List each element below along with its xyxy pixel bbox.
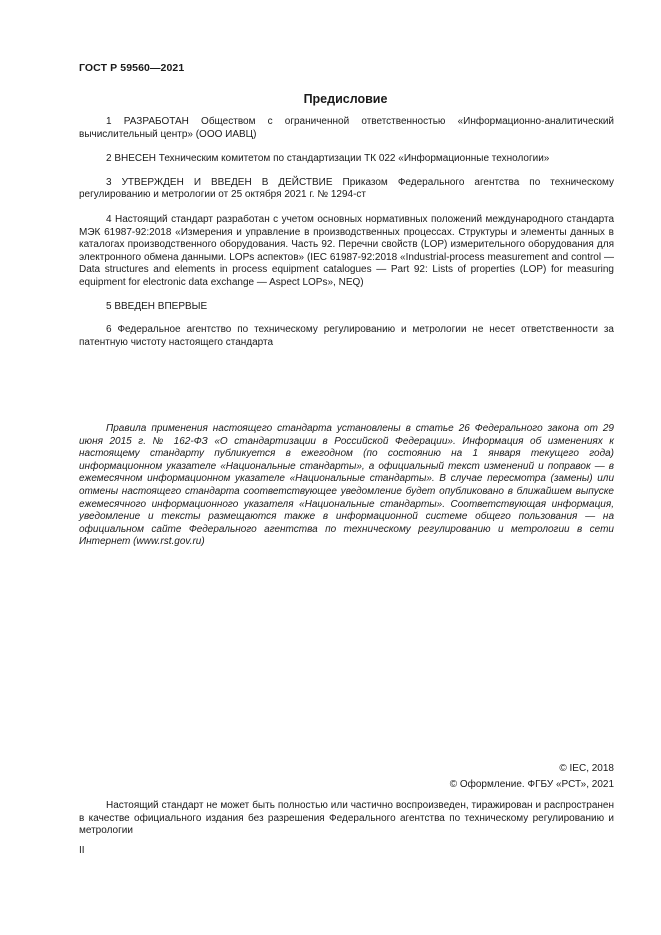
reproduction-notice: Настоящий стандарт не может быть полностью или частично воспроизведен, тиражирован и распространен в качестве официального издания без разрешения Федерального агентства по техническому регулированию и метрологии	[79, 800, 614, 837]
foreword-item-5: 5 ВВЕДЕН ВПЕРВЫЕ	[106, 300, 208, 312]
application-notice: Правила применения настоящего стандарта установлены в статье 26 Федерального закона от 29 июня 2015 г. № 162-ФЗ «О стандартизации в Российской Федерации». Информация об изменениях к настоящему стандарту публикуется в ежегодном (по состоянию на 1 января текущего года) информационном указателе «Национальные стандарты», а официальный текст изменений и поправок — в ежемесячном информационном указателе «Национальные стандарты». В случае пересмотра (замены) или отмены настоящего стандарта соответствующее уведомление будет опубликовано в ближайшем выпуске ежемесячного информационного указателя «Национальные стандарты». Соответствующая информация, уведомление и тексты размещаются также в информационной системе общего пользования — на официальном сайте Федерального агентства по техническому регулированию и метрологии в сети Интернет (www.rst.gov.ru)	[79, 423, 614, 548]
foreword-item-2: 2 ВНЕСЕН Техническим комитетом по стандартизации ТК 022 «Информационные технологии»	[106, 153, 550, 165]
copyright-iec: © IEC, 2018	[559, 763, 614, 774]
foreword-item-6: 6 Федеральное агентство по техническому регулированию и метрологии не несет ответственности за патентную чистоту настоящего стандарта	[79, 324, 614, 348]
foreword-title: Предисловие	[303, 92, 388, 106]
foreword-body	[79, 116, 614, 349]
document-code: ГОСТ Р 59560—2021	[79, 62, 185, 74]
foreword-item-4: 4 Настоящий стандарт разработан с учетом основных нормативных положений международного стандарта МЭК 61987-92:2018 «Измерения и управление в производственных процессах. Структуры и элементы данных в каталогах производственного оборудования. Часть 92. Перечни свойств (LOP) измерительного оборудования для электронного обмена данными. LOPs аспектов» (IEC 61987-92:2018 «Industrial-process measurement and control — Data structures and elements in process equipment catalogues — Part 92: Lists of properties (LOP) for measuring equipment for electronic data exchange — Aspect LOPs», NEQ)	[79, 213, 614, 288]
page-number: II	[79, 845, 85, 856]
foreword-item-1: 1 РАЗРАБОТАН Обществом с ограниченной ответственностью «Информационно-аналитический вычислительный центр» (ООО ИАВЦ)	[79, 116, 614, 140]
copyright-rst: © Оформление. ФГБУ «РСТ», 2021	[449, 779, 614, 790]
foreword-item-3: 3 УТВЕРЖДЕН И ВВЕДЕН В ДЕЙСТВИЕ Приказом Федерального агентства по техническому регулированию и метрологии от 25 октября 2021 г. № 1294-ст	[79, 176, 614, 201]
copyright-block	[450, 761, 614, 793]
